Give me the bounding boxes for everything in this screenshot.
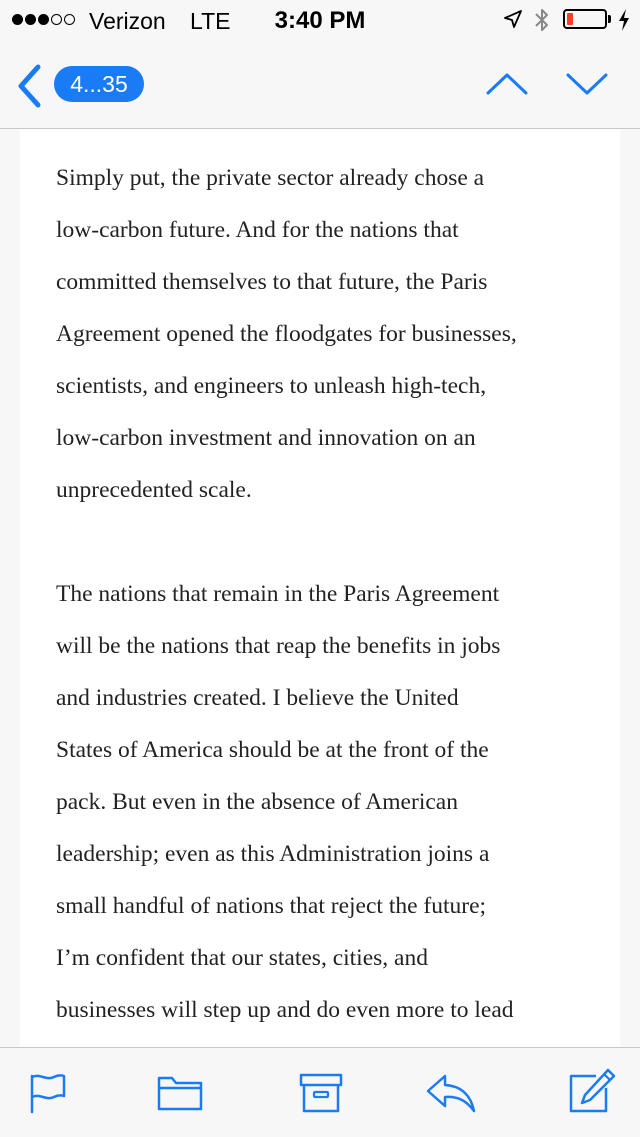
text-line: pack. But even in the absence of American [56, 789, 458, 815]
battery-terminal [608, 15, 611, 23]
chevron-up-icon[interactable] [486, 72, 528, 96]
folder-icon[interactable] [157, 1072, 203, 1112]
text-line: scientists, and engineers to unleash high-tech, [56, 373, 487, 399]
text-line: Agreement opened the floodgates for businesses, [56, 321, 517, 347]
text-line: businesses will step up and do even more to lead [56, 997, 514, 1023]
carrier-name: Verizon [89, 8, 166, 34]
text-line: will be the nations that reap the benefits in jobs [56, 633, 501, 659]
message-body[interactable] [20, 129, 620, 1047]
text-line: unprecedented scale. [56, 477, 252, 503]
text-line: low-carbon investment and innovation on an [56, 425, 476, 451]
text-line: committed themselves to that future, the Paris [56, 269, 488, 295]
chevron-down-icon[interactable] [566, 72, 608, 96]
paragraph-2 [56, 568, 616, 1036]
archive-icon[interactable] [299, 1072, 343, 1114]
charging-bolt-icon [617, 8, 631, 32]
text-line: Simply put, the private sector already chose a [56, 165, 485, 191]
text-line: I’m confident that our states, cities, and [56, 945, 428, 971]
text-line: States of America should be at the front of the [56, 737, 489, 763]
text-line: The nations that remain in the Paris Agreement [56, 581, 500, 607]
reply-icon[interactable] [425, 1072, 477, 1114]
text-line: small handful of nations that reject the future; [56, 893, 487, 919]
flag-icon[interactable] [28, 1072, 68, 1114]
message-position-badge[interactable]: 4...35 [54, 66, 144, 102]
network-type: LTE [190, 8, 231, 34]
navigation-bar [0, 40, 640, 129]
bottom-toolbar [0, 1047, 640, 1137]
text-line: and industries created. I believe the United [56, 685, 459, 711]
paragraph-1 [56, 152, 616, 516]
text-line: leadership; even as this Administration joins a [56, 841, 490, 867]
bluetooth-icon [533, 6, 551, 34]
message-text [56, 152, 616, 1047]
battery-icon [563, 9, 607, 29]
back-chevron-icon[interactable] [16, 64, 44, 108]
compose-icon[interactable] [568, 1068, 616, 1114]
text-line: low-carbon future. And for the nations that [56, 217, 459, 243]
battery-level [567, 13, 573, 25]
location-arrow-icon [503, 9, 523, 29]
status-time: 3:40 PM [274, 7, 366, 34]
status-bar [0, 0, 640, 40]
